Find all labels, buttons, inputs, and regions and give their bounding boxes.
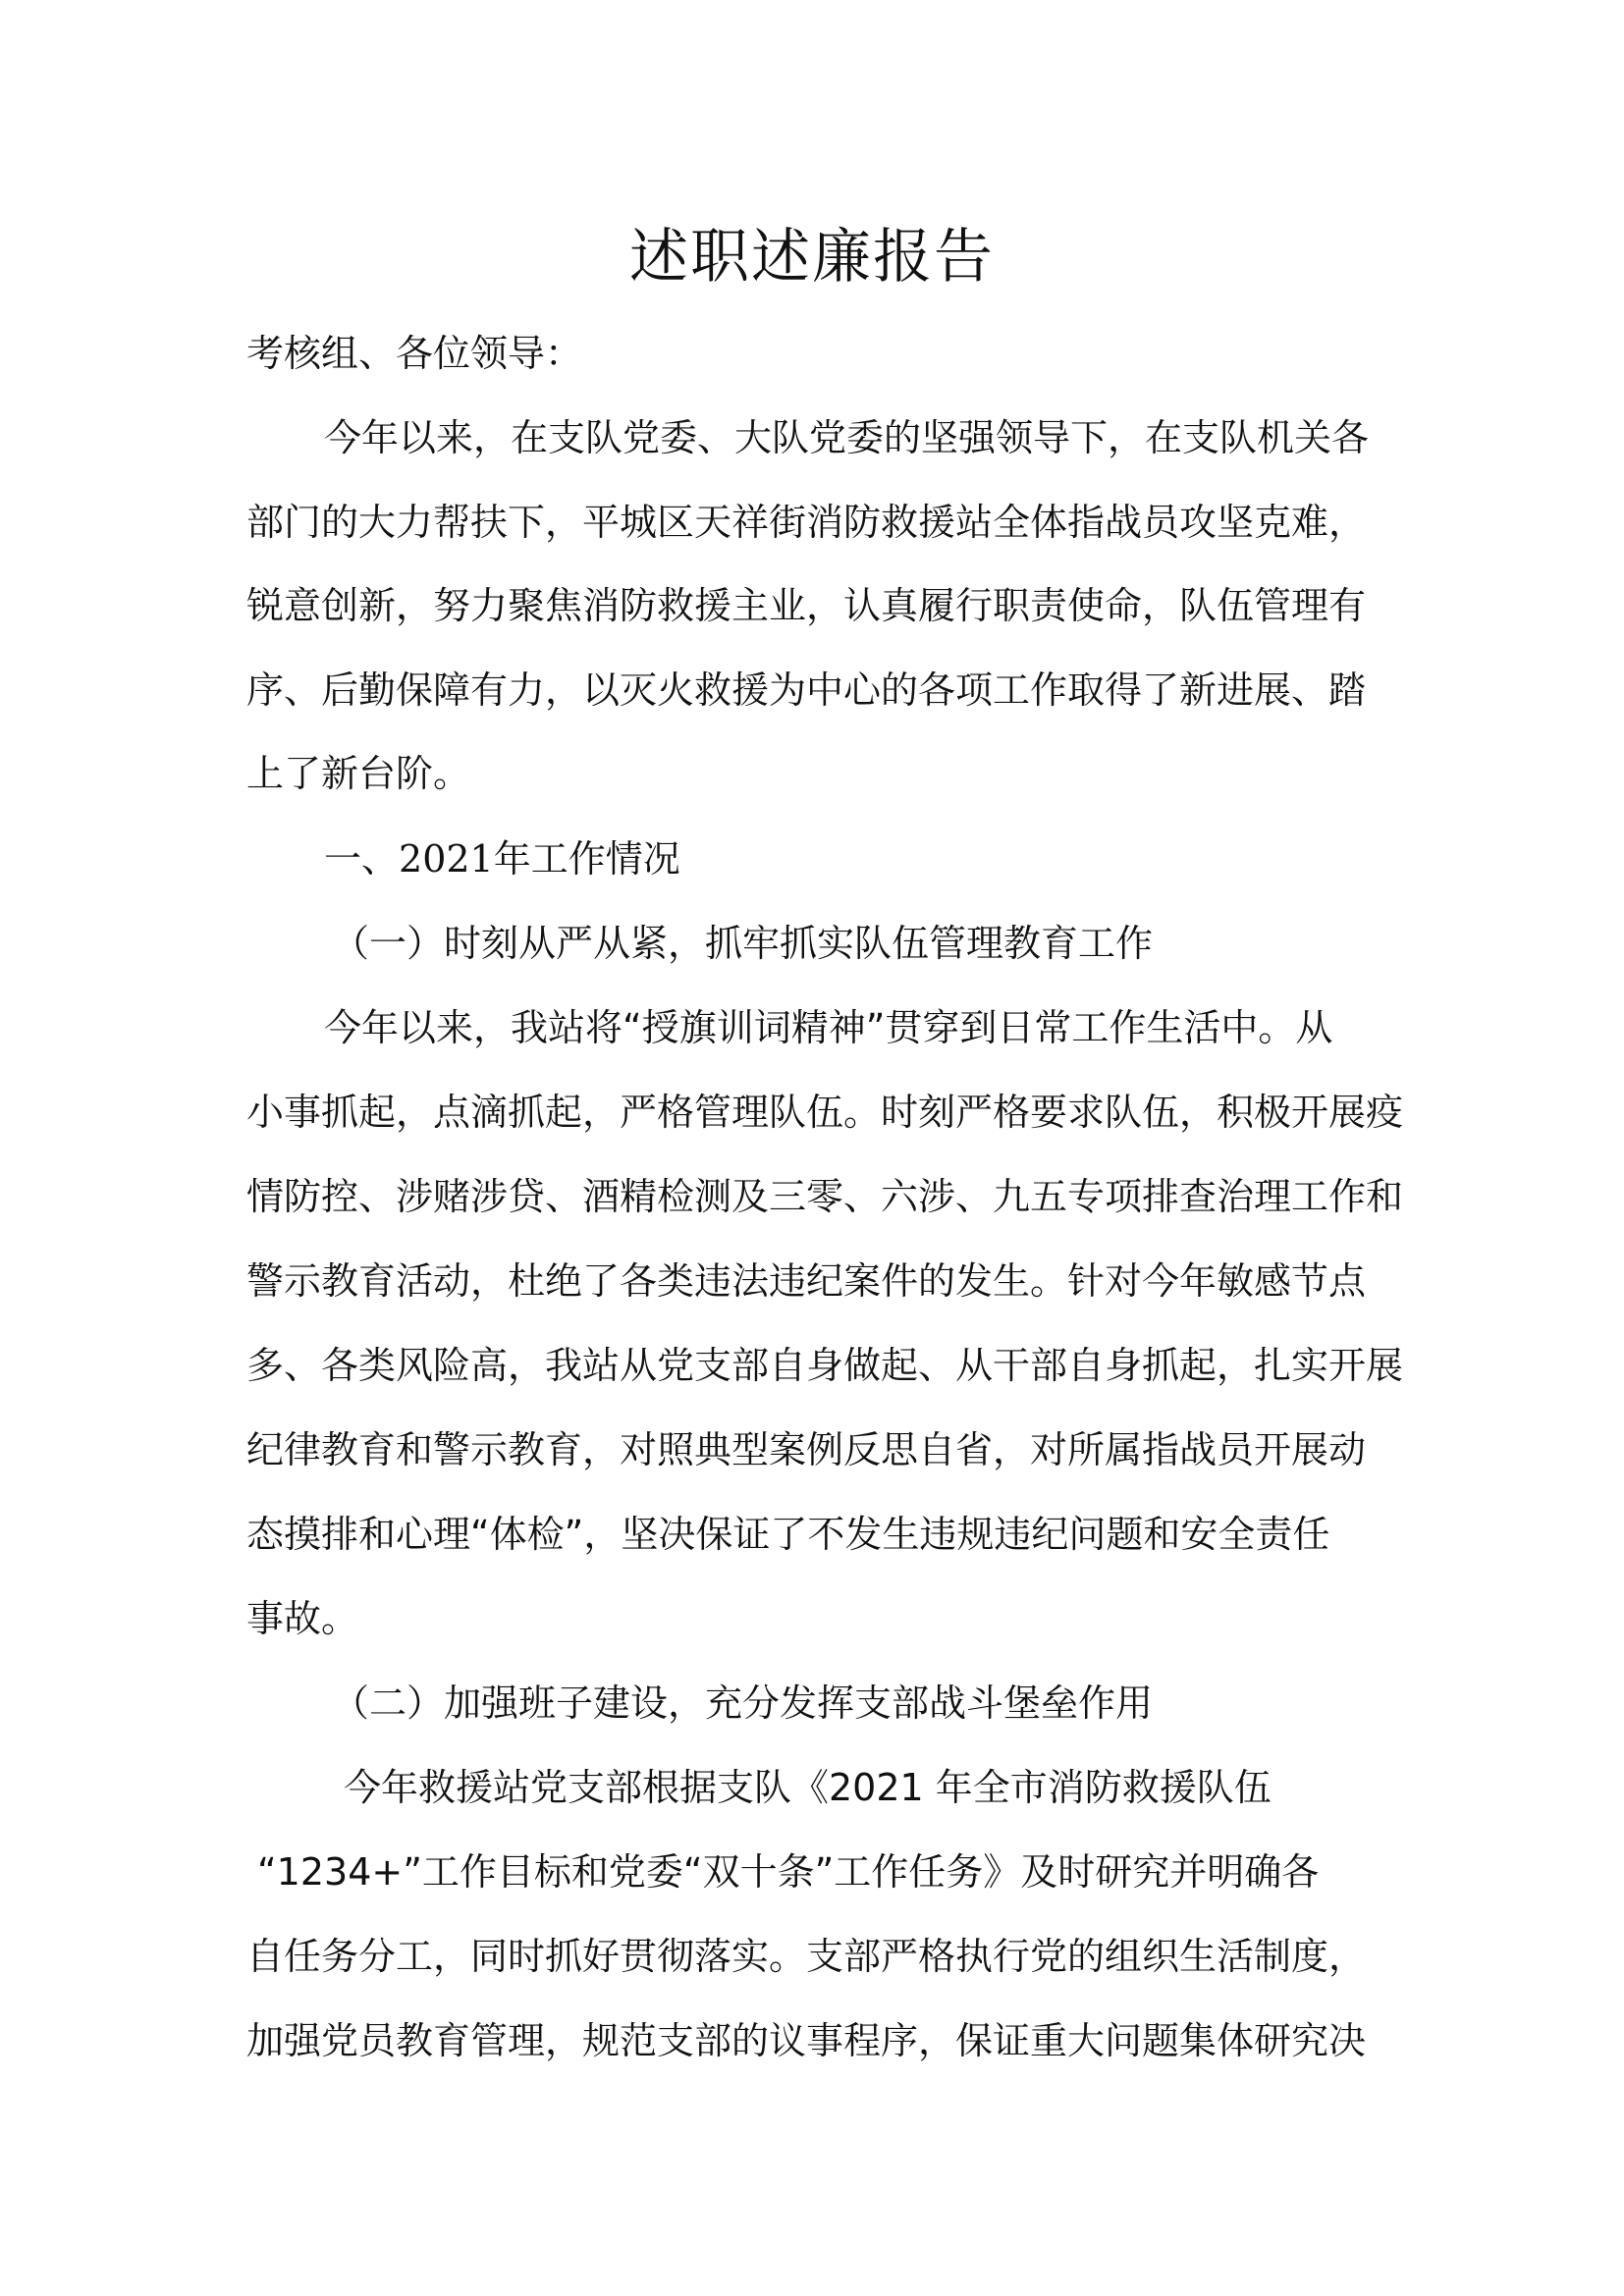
paragraph-line: 今年以来，我站将“授旗训词精神”贯穿到日常工作生活中。从	[324, 1006, 1333, 1049]
subsection-heading: （二）加强班子建设，充分发挥支部战斗堡垒作用	[332, 1682, 1154, 1725]
paragraph-line: 多、各类风险高，我站从党支部自身做起、从干部自身抓起，扎实开展	[246, 1344, 1404, 1387]
paragraph-line: 小事抓起，点滴抓起，严格管理队伍。时刻严格要求队伍，积极开展疫	[246, 1091, 1404, 1134]
section-heading-year: 2021	[399, 837, 494, 881]
paragraph-line: 态摸排和心理“体检”，坚决保证了不发生违规违纪问题和安全责任	[246, 1513, 1330, 1556]
paragraph-line: 情防控、涉赌涉贷、酒精检测及三零、六涉、九五专项排查治理工作和	[246, 1175, 1404, 1218]
section-heading-suffix: 年工作情况	[493, 837, 680, 881]
paragraph-line: “1234+”工作目标和党委“双十条”工作任务》及时研究并明确各	[257, 1850, 1320, 1894]
section-heading	[324, 829, 680, 888]
paragraph-line: 纪律教育和警示教育，对照典型案例反思自省，对所属指战员开展动	[246, 1428, 1367, 1471]
paragraph-line: 今年救援站党支部根据支队《2021 年全市消防救援队伍	[344, 1766, 1272, 1809]
subsection-heading: （一）时刻从严从紧，抓牢抓实队伍管理教育工作	[332, 922, 1154, 965]
paragraph-line: 事故。	[246, 1597, 359, 1640]
paragraph-line: 警示教育活动，杜绝了各类违法违纪案件的发生。针对今年敏感节点	[246, 1259, 1367, 1303]
intro-line: 今年以来，在支队党委、大队党委的坚强领导下，在支队机关各	[324, 416, 1370, 459]
paragraph-line: 自任务分工，同时抓好贯彻落实。支部严格执行党的组织生活制度，	[246, 1935, 1367, 1978]
salutation: 考核组、各位领导：	[246, 332, 583, 375]
intro-line: 部门的大力帮扶下，平城区天祥街消防救援站全体指战员攻坚克难，	[246, 501, 1367, 544]
intro-line: 锐意创新，努力聚焦消防救援主业，认真履行职责使命，队伍管理有	[246, 584, 1367, 627]
intro-line: 序、后勤保障有力，以灭火救援为中心的各项工作取得了新进展、踏	[246, 668, 1367, 712]
paragraph-line: 加强党员教育管理，规范支部的议事程序，保证重大问题集体研究决	[246, 2019, 1367, 2062]
intro-line: 上了新台阶。	[246, 752, 471, 795]
section-heading-prefix: 一、	[324, 837, 400, 881]
document-title: 述职述廉报告	[629, 223, 995, 292]
